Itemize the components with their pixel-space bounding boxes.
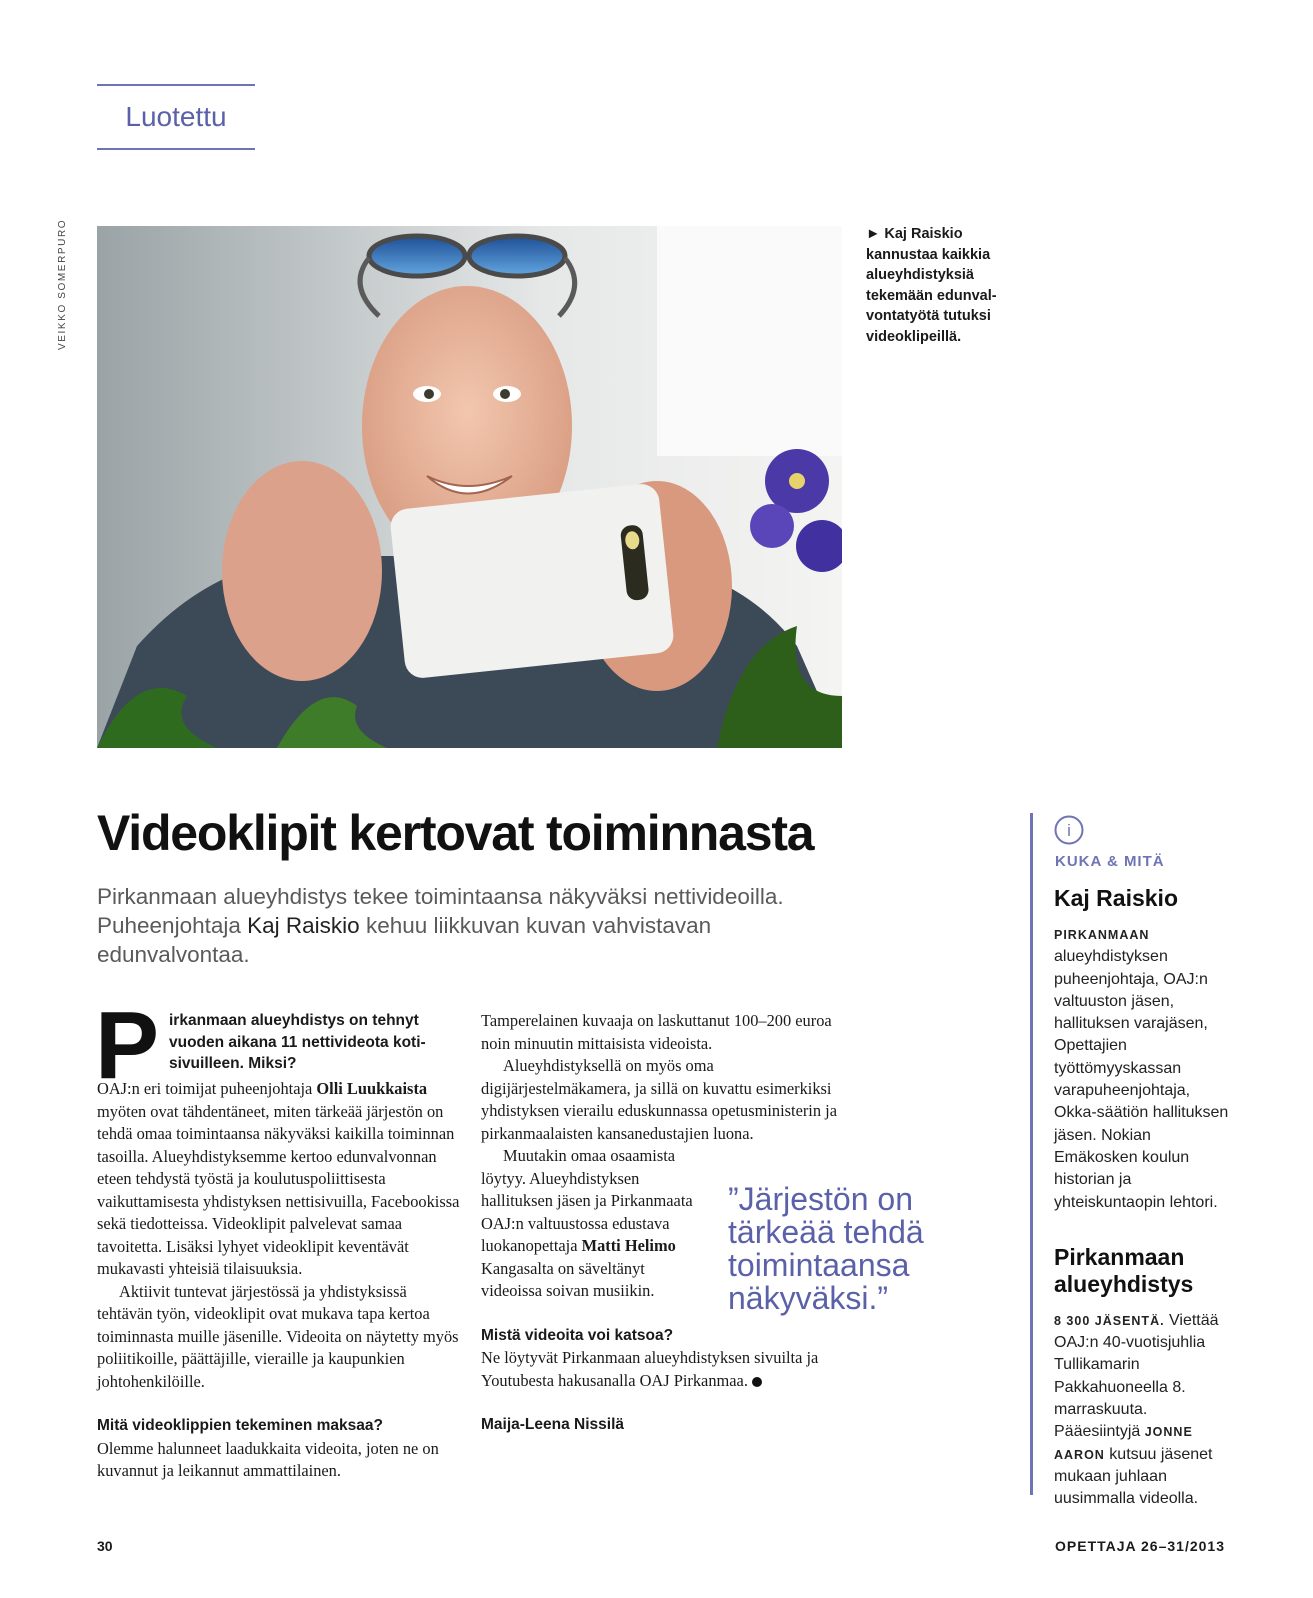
- lead-name: Kaj Raiskio: [247, 913, 360, 938]
- body-paragraph: [97, 1078, 461, 1281]
- sidebar-lead-word: PIRKANMAAN: [1054, 928, 1150, 942]
- body-paragraph: [481, 1145, 703, 1303]
- section-tag: [97, 84, 255, 150]
- body-text: OAJ:n eri toimijat puheenjohtaja: [97, 1079, 317, 1098]
- lead-text-1: Pirkanmaan alueyhdistys tekee toimintaansa näkyväksi nettivideoilla. Puheenjohtaja: [97, 884, 784, 938]
- answer-paragraph: [481, 1347, 841, 1392]
- body-paragraph: Aktiivit tuntevat järjestössä ja yhdistyksissä tehtävän työn, videoklipit ovat mukava tapa kertoa toiminnasta muille jäsenille. Videoita on näytetty myös poliitikoille, päättäjille, vieraille ja kaupunkien johtohenkilöille.: [97, 1281, 459, 1391]
- article-photo: [97, 226, 842, 748]
- pull-quote: ”Järjestön on tärkeää tehdä toimintaansa näkyväksi.”: [728, 1181, 924, 1316]
- end-mark-icon: [752, 1377, 762, 1387]
- sidebar-text: alueyhdistyksen puheenjohtaja, OAJ:n valtuuston jäsen, hallituksen varajäsen, Opettajien työttömyyskassan varapuheenjohtaja, Okka-säätiön hallituksen jäsen. Nokian Emäkosken koulun historian ja yhteiskuntaopin lehtori.: [1054, 948, 1229, 1211]
- lead-text-2: kehuu liikkuvan kuvan vahvistavan edunvalvontaa.: [97, 913, 712, 967]
- info-icon: [1054, 815, 1084, 845]
- body-paragraph: Alueyhdistyksellä on myös oma digijärjestelmäkamera, ja sillä on kuvattu esimerkiksi yhdistyksen vierailu eduskunnassa opetusministerin ja pirkanmaalaisten kansanedustajien luona.: [481, 1056, 837, 1143]
- sidebar-facts: [1054, 885, 1229, 1511]
- info-icon-glyph: i: [1067, 821, 1071, 840]
- article-headline: Videoklipit kertovat toiminnasta: [97, 805, 814, 861]
- sidebar-label: KUKA & MITÄ: [1055, 853, 1165, 870]
- drop-cap: P: [95, 992, 160, 1099]
- section-tag-label: Luotettu: [125, 101, 227, 132]
- person-name: Matti Helimo: [581, 1236, 676, 1255]
- caption-marker: ►: [866, 226, 881, 242]
- answer-continued: Tamperelainen kuvaaja on laskuttanut 100–200 euroa noin minuutin mittaisista videoista.: [481, 1011, 832, 1053]
- sidebar-performer-name: JONNE AARON: [1054, 1425, 1193, 1462]
- sidebar-rule: [1030, 813, 1033, 1495]
- sidebar-person-bio: [1054, 924, 1229, 1214]
- author-byline: Maija-Leena Nissilä: [481, 1416, 625, 1433]
- article-lead: [97, 882, 817, 969]
- page-number: 30: [97, 1538, 113, 1554]
- person-name: Olli Luukkaista: [316, 1079, 428, 1098]
- sidebar-person-name: Kaj Raiskio: [1054, 885, 1178, 911]
- sidebar-org-text: [1054, 1310, 1229, 1511]
- sidebar-org-section: [1054, 1244, 1229, 1511]
- sidebar-org-name: Pirkanmaan alueyhdistys: [1054, 1243, 1194, 1297]
- sidebar-text: kutsuu jäsenet mukaan juhlaan uusimmalla videolla.: [1054, 1445, 1213, 1508]
- body-text: Muutakin omaa osaamista löytyy. Alueyhdistyksen hallituksen jäsen ja Pirkanmaata OAJ:n valtuustossa edustava luokanopettaja: [481, 1146, 693, 1255]
- spacer: [481, 1392, 841, 1414]
- question-heading: Mistä videoita voi katsoa?: [481, 1326, 674, 1344]
- body-text: Ne löytyvät Pirkanmaan alueyhdistyksen sivuilta ja Youtubesta hakusanalla OAJ Pirkanmaa.: [481, 1348, 819, 1390]
- answer-paragraph: Olemme halunneet laadukkaita videoita, joten ne on kuvannut ja leikannut ammattilainen.: [97, 1438, 439, 1480]
- question-heading: Mitä videoklippien tekeminen maksaa?: [97, 1417, 383, 1434]
- body-column-1: [95, 992, 461, 1483]
- sidebar-lead-word: 8 300 JÄSENTÄ.: [1054, 1313, 1165, 1328]
- intro-paragraph: irkanmaan alueyhdistys on tehnyt vuoden aikana 11 nettivideota koti-sivuilleen. Miksi?: [169, 1012, 426, 1072]
- spacer: [97, 1393, 461, 1415]
- body-text: Kangasalta on säveltänyt videoissa soivan musiikin.: [481, 1258, 655, 1300]
- magazine-issue: OPETTAJA 26–31/2013: [1055, 1538, 1225, 1554]
- photo-caption: [866, 224, 1016, 347]
- photo-credit: VEIKKO SOMERPURO: [57, 218, 68, 350]
- sidebar-text: Viettää OAJ:n 40-vuotisjuhlia Tullikamarin Pakkahuoneella 8. marraskuuta. Pääesiintyjä: [1054, 1311, 1219, 1441]
- body-text: myöten ovat tähdentäneet, miten tärkeää järjestön on tehdä omaa toimintaansa näkyväksi kaikilla toiminnan tasoilla. Alueyhdistyksemme kertoo edunvalvonnan eteen tehdystä työstä ja koulutuspoliittisesta vaikuttamisesta yhdistyksen nettisivuilla, Facebookissa sekä tiedotteissa. Videoklipit palvelevat samaa tavoitetta. Lisäksi lyhyet videoklipit keventävät mukavasti yhteisiä tilaisuuksia.: [97, 1101, 460, 1278]
- caption-text: Kaj Raiskio kannustaa kaikkia alueyhdistyksiä tekemään edunval-vontatyötä tutuksi videoklipeillä.: [866, 226, 997, 345]
